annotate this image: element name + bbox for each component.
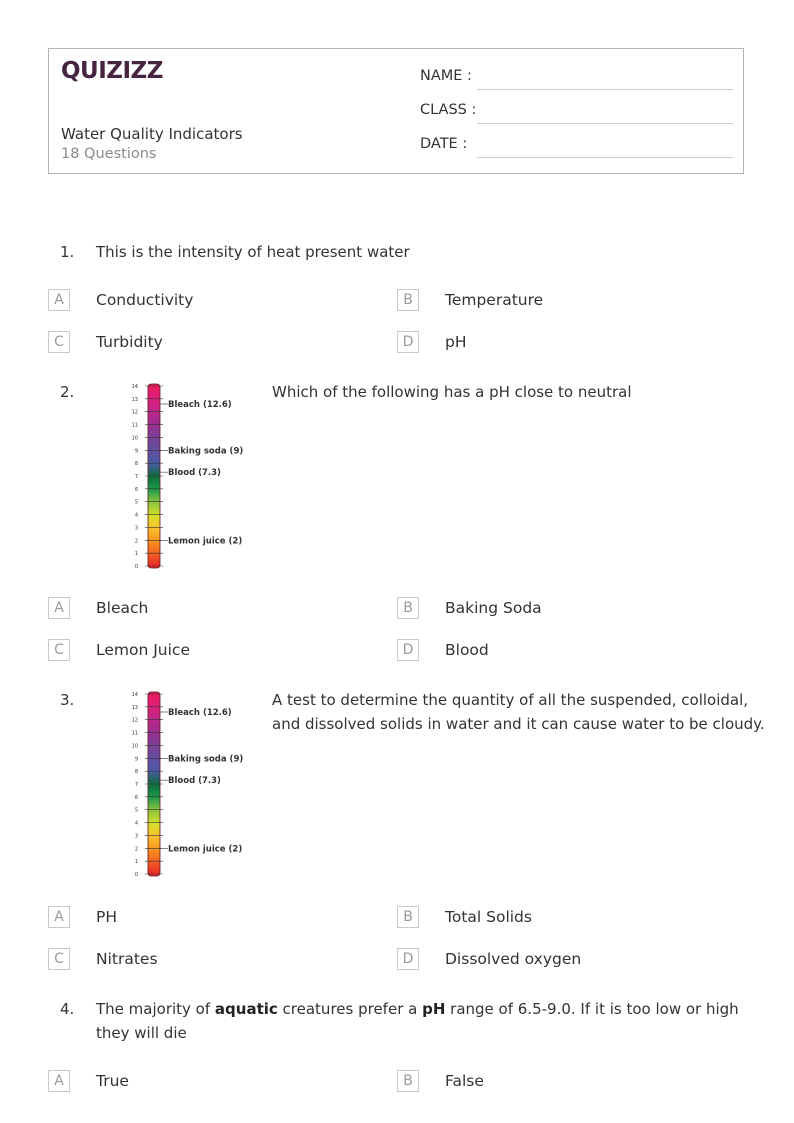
ph-tick-label: 2 [134,846,138,853]
option-d-text[interactable]: Blood [445,641,489,659]
question-number: 1. [60,243,75,261]
text-segment: range of 6.5-9.0. If it is too low or high [445,1000,739,1018]
question-text-line-2: and dissolved solids in water and it can cause water to be cloudy. [272,715,765,733]
class-label: CLASS : [420,102,477,118]
ph-tick-label: 12 [131,409,138,416]
ph-tick-label: 7 [134,474,138,480]
option-d-text[interactable]: Dissolved oxygen [445,950,582,968]
bold-term-aquatic: aquatic [214,1000,278,1018]
option-d-box[interactable]: D [397,639,419,661]
option-b-box[interactable]: B [397,1070,419,1092]
ph-tick-label: 0 [134,564,138,570]
question-text-line-1 [96,997,739,1021]
option-a-text[interactable]: PH [96,908,118,926]
ph-tick-label: 6 [134,794,138,801]
ph-tick-label: 13 [131,704,138,711]
option-a-box[interactable]: A [48,597,70,619]
option-b-text[interactable]: Total Solids [445,908,532,926]
question-number: 2. [60,383,75,401]
ph-marker-label: Lemon juice (2) [168,844,243,855]
ph-tick-label: 8 [134,769,138,776]
ph-tick-label: 3 [134,833,138,840]
ph-tick-label: 4 [134,820,138,827]
ph-tick-label: 3 [134,525,138,532]
option-c-text[interactable]: Turbidity [96,333,163,351]
ph-marker-label: Lemon juice (2) [168,536,243,547]
question-text: Which of the following has a pH close to neutral [272,383,632,401]
ph-marker-label: Bleach (12.6) [168,400,232,410]
option-a-box[interactable]: A [48,906,70,928]
option-a-box[interactable]: A [48,1070,70,1092]
ph-marker-label: Blood (7.3) [168,776,221,787]
option-b-box[interactable]: B [397,289,419,311]
worksheet-header [48,48,744,174]
ph-tick-label: 6 [134,486,138,493]
question-number: 3. [60,691,75,709]
ph-tick-label: 11 [131,422,138,429]
option-b-box[interactable]: B [397,906,419,928]
ph-tick-label: 8 [134,461,138,468]
question-text-line-2: they will die [96,1024,187,1042]
question-number: 4. [60,1000,75,1018]
ph-tick-label: 4 [134,512,138,519]
worksheet-title: Water Quality Indicators [61,125,243,143]
ph-tick-label: 5 [134,807,138,814]
option-d-box[interactable]: D [397,948,419,970]
ph-tick-label: 14 [131,692,138,698]
option-c-text[interactable]: Lemon Juice [96,641,190,659]
ph-marker-label: Baking soda (9) [168,446,244,457]
ph-tick-label: 1 [134,859,138,866]
ph-scale-image [118,380,258,576]
ph-marker-label: Baking soda (9) [168,754,244,765]
name-field[interactable] [477,89,733,90]
option-a-text[interactable]: Conductivity [96,291,194,309]
option-b-text[interactable]: False [445,1072,484,1090]
option-b-box[interactable]: B [397,597,419,619]
question-text-line-1: A test to determine the quantity of all the suspended, colloidal, [272,691,749,709]
ph-marker-label: Bleach (12.6) [168,708,232,718]
ph-tick-label: 14 [131,384,138,390]
name-label: NAME : [420,68,472,84]
option-b-text[interactable]: Temperature [445,291,544,309]
ph-tick-label: 0 [134,872,138,878]
question-count: 18 Questions [61,146,157,162]
ph-marker-label: Blood (7.3) [168,468,221,479]
ph-tick-label: 2 [134,538,138,545]
class-field[interactable] [477,123,733,124]
question-text: This is the intensity of heat present water [96,243,410,261]
ph-tick-label: 12 [131,717,138,724]
ph-tick-label: 10 [131,743,138,750]
option-d-text[interactable]: pH [445,333,467,351]
option-a-text[interactable]: Bleach [96,599,149,617]
option-c-box[interactable]: C [48,639,70,661]
ph-tick-label: 10 [131,435,138,442]
date-field[interactable] [477,157,733,158]
bold-term-ph: pH [422,1000,446,1018]
option-c-box[interactable]: C [48,331,70,353]
ph-tick-label: 11 [131,730,138,737]
text-segment: The majority of [96,1000,215,1018]
option-c-box[interactable]: C [48,948,70,970]
text-segment: creatures prefer a [277,1000,423,1018]
option-b-text[interactable]: Baking Soda [445,599,542,617]
option-a-box[interactable]: A [48,289,70,311]
option-d-box[interactable]: D [397,331,419,353]
date-label: DATE : [420,136,468,152]
ph-tick-label: 1 [134,551,138,558]
ph-scale-image [118,688,258,884]
ph-tick-label: 13 [131,396,138,403]
ph-tick-label: 7 [134,782,138,788]
ph-tick-label: 9 [134,448,138,455]
ph-tick-label: 9 [134,756,138,763]
option-a-text[interactable]: True [96,1072,129,1090]
ph-tick-label: 5 [134,499,138,506]
option-c-text[interactable]: Nitrates [96,950,158,968]
quizizz-logo: QUIZIZZ [61,58,163,84]
